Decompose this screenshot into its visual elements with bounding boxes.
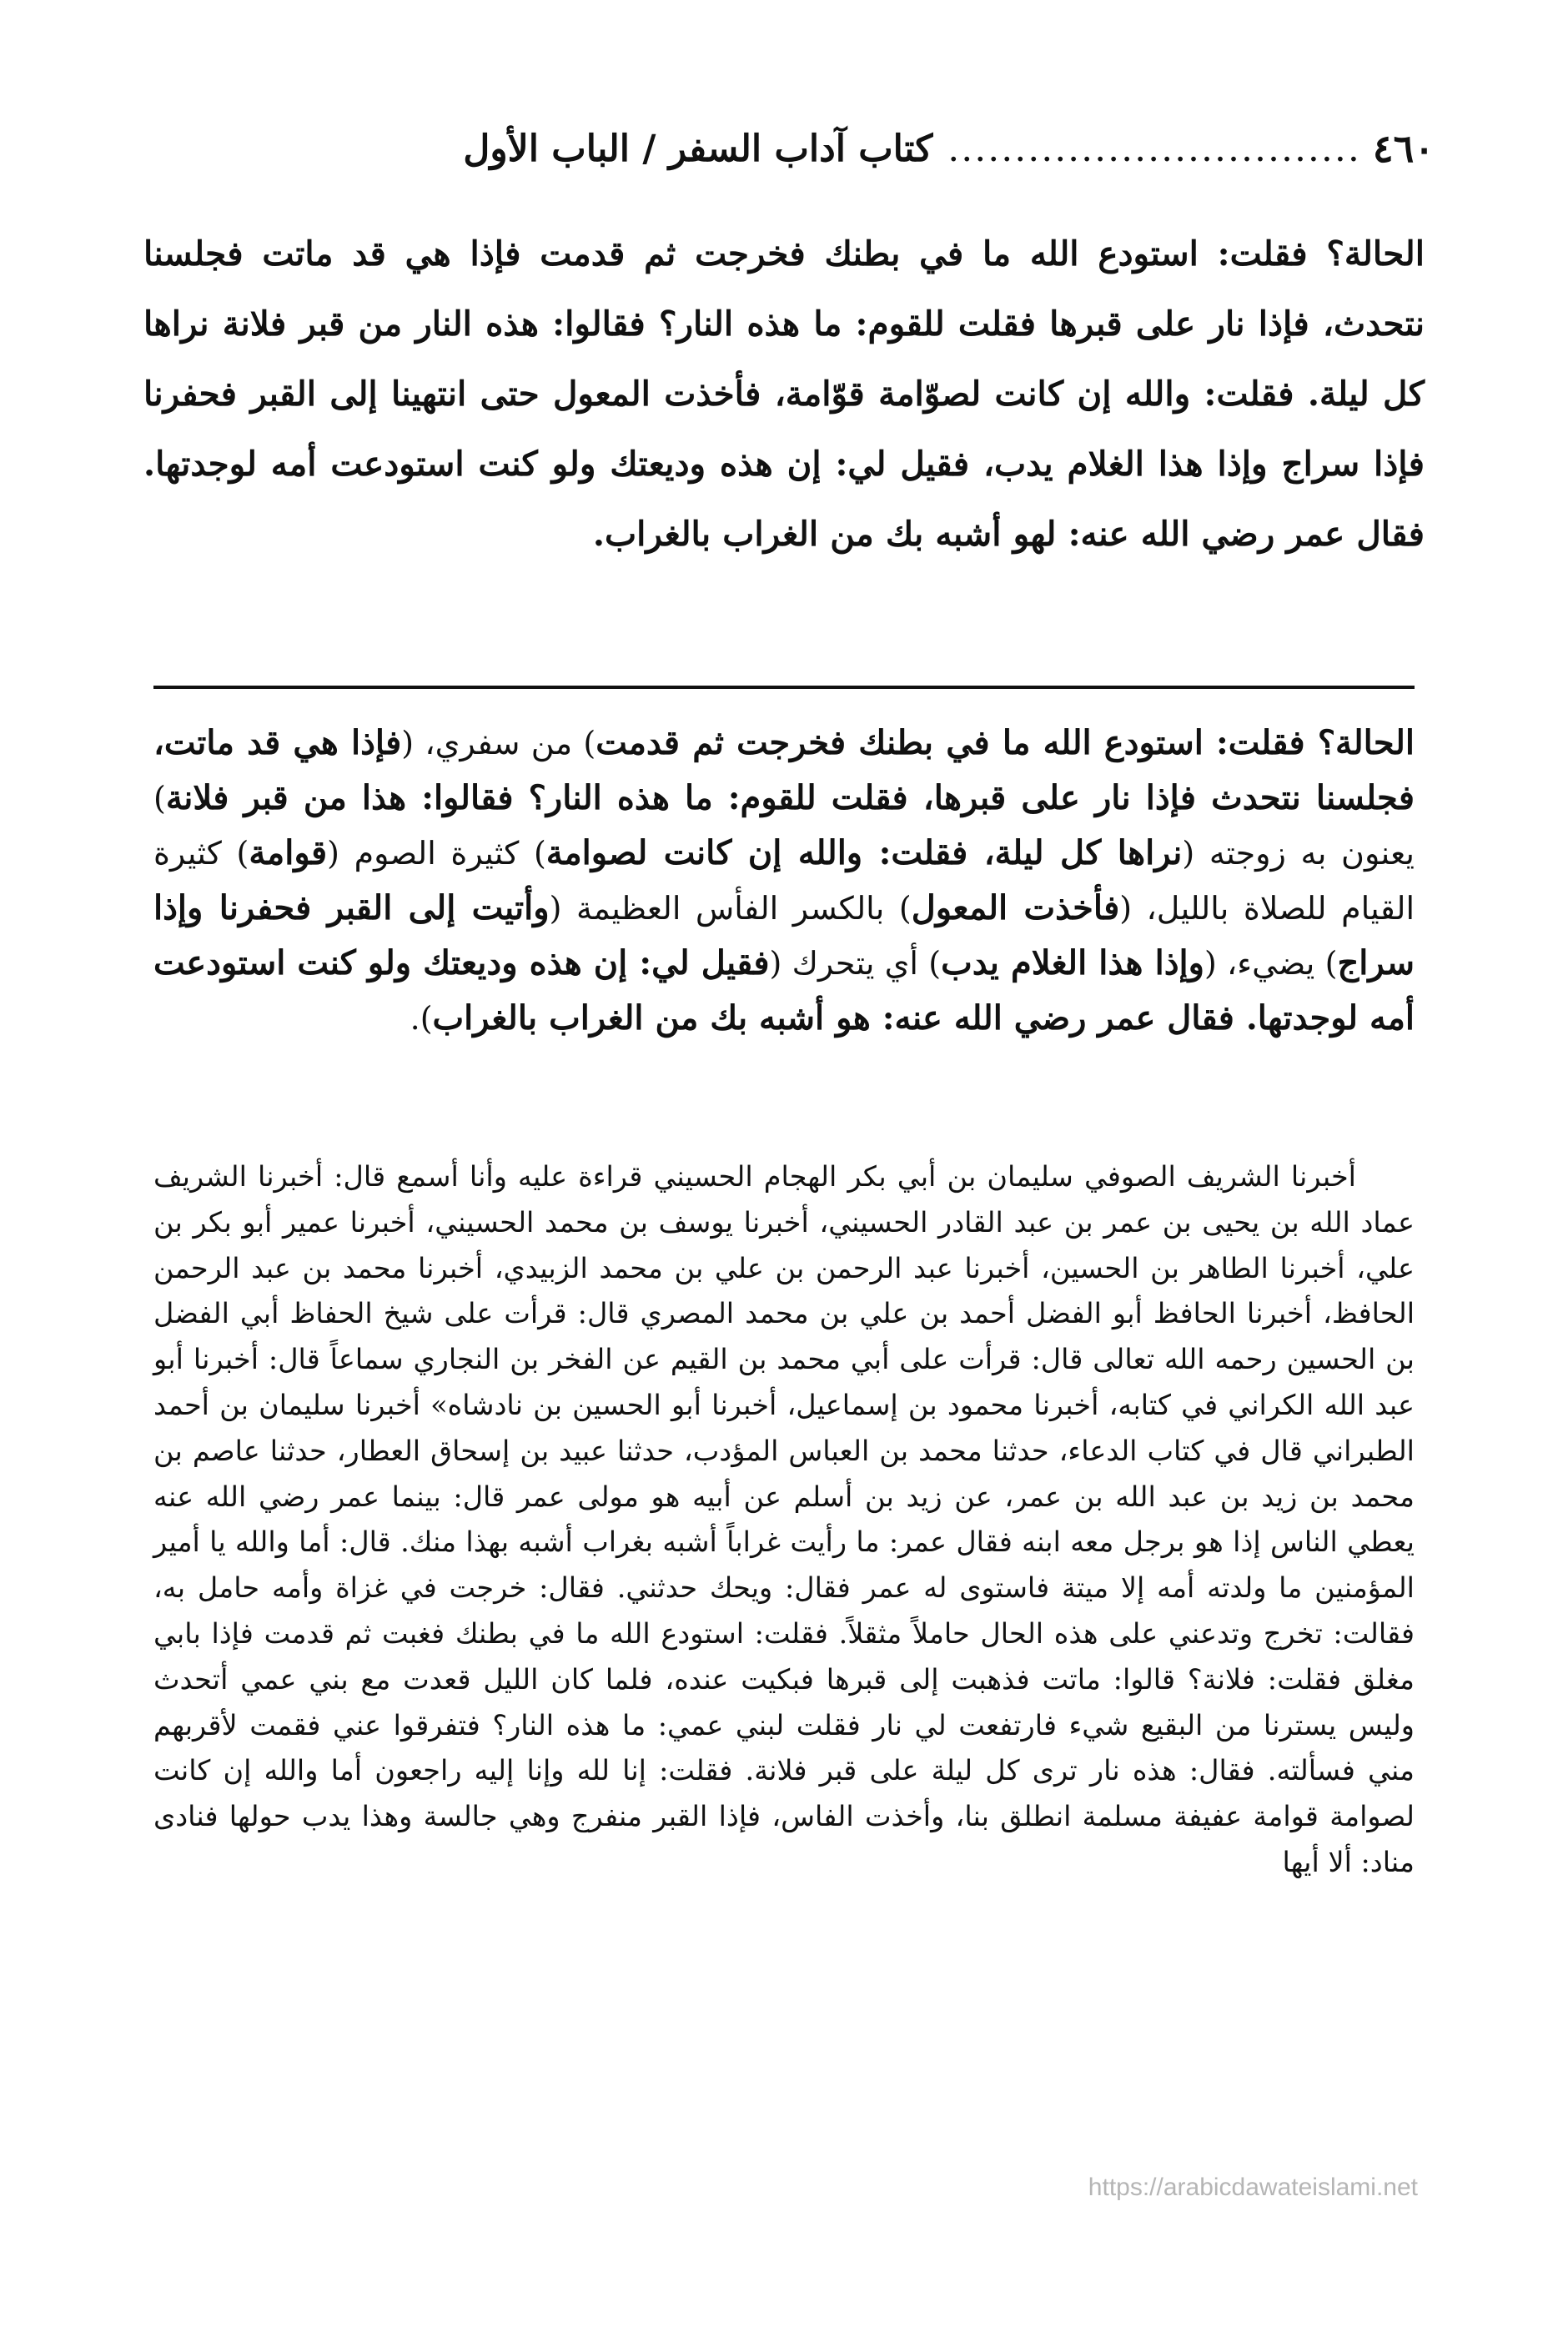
header-leader-dots: ............................... [947, 127, 1361, 170]
quoted-text: وأتيت إلى القبر فحفرنا وإذا سراج [153, 888, 1415, 983]
commentary-note: ) كثيرة الصوم ( [327, 835, 546, 872]
commentary-note: ) يضيء، ( [1204, 945, 1338, 982]
quoted-text: فقيل لي: إن هذه وديعتك ولو كنت استودعت أمه لوجدتها. فقال عمر رضي الله عنه: هو أشبه بك من الغراب بالغراب [153, 943, 1415, 1038]
running-header [133, 115, 1435, 182]
page-number: ٤٦٠ [1372, 126, 1435, 171]
commentary-note: ) بالكسر الفأس العظيمة ( [549, 890, 912, 927]
quoted-text: فأخذت المعول [911, 888, 1120, 927]
commentary-note: ) يعنون به زوجته ( [153, 780, 1415, 872]
isnad-paragraph: أخبرنا الشريف الصوفي سليمان بن أبي بكر الهجام الحسيني قراءة عليه وأنا أسمع قال: أخبرنا الشريف عماد الله بن يحيى بن عمر بن عبد القادر الحسيني، أخبرنا يوسف بن محمد الحسيني، أخبرنا عمير أبو بكر بن علي، أخبرنا الطاهر بن الحسين، أخبرنا عبد الرحمن بن علي بن محمد الزبيدي، أخبرنا محمد بن عبد الرحمن الحافظ، أخبرنا الحافظ أبو الفضل أحمد بن علي بن محمد المصري قال: قرأت على شيخ الحفاظ أبي الفضل بن الحسين رحمه الله تعالى قال: قرأت على أبي محمد بن القيم عن الفخر بن النجاري سماعاً قال: أخبرنا أبو عبد الله الكراني في كتابه، أخبرنا محمود بن إسماعيل، أخبرنا أبو الحسين بن نادشاه» أخبرنا سليمان بن أحمد الطبراني قال في كتاب الدعاء، حدثنا محمد بن العباس المؤدب، حدثنا عبيد بن إسحاق العطار، حدثنا عاصم بن محمد بن زيد بن عبد الله بن عمر، عن زيد بن أسلم عن أبيه هو مولى عمر قال: بينما عمر رضي الله عنه يعطي الناس إذا هو برجل معه ابنه فقال عمر: ما رأيت غراباً أشبه بغراب أشبه بهذا منك. قال: أما والله يا أمير المؤمنين ما ولدته أمه إلا ميتة فاستوى له عمر فقال: ويحك حدثني. فقال: خرجت في غزاة وأمه حامل به، فقالت: تخرج وتدعني على هذه الحال حاملاً مثقلاً. فقلت: استودع الله ما في بطنك فغبت ثم قدمت فإذا بابي مغلق فقلت: فلانة؟ قالوا: ماتت فذهبت إلى قبرها فبكيت عنده، فلما كان الليل قعدت مع بني عمي أتحدث وليس يسترنا من البقيع شيء فارتفعت لي نار فقلت لبني عمي: ما هذه النار؟ فتفرقوا عني فقمت لأقربهم مني فسألته. فقال: هذه نار ترى كل ليلة على قبر فلانة. فقلت: إنا لله وإنا إليه راجعون أما والله إن كانت لصوامة قوامة عفيفة مسلمة انطلق بنا، وأخذت الفاس، فإذا القبر منفرج وهي جالسة وهذا يدب حولها فنادى مناد: ألا أيها [153, 1160, 1415, 1878]
commentary-text [153, 716, 1415, 1046]
quoted-text: وإذا هذا الغلام يدب [941, 943, 1204, 983]
running-title: كتاب آداب السفر / الباب الأول [463, 127, 933, 170]
quoted-text: قوامة [249, 833, 328, 872]
quoted-text: الحالة؟ فقلت: استودع الله ما في بطنك فخرجت ثم قدمت [596, 723, 1415, 762]
commentary-note: ). [410, 1000, 433, 1037]
commentary-note: ) كثيرة القيام للصلاة بالليل، ( [153, 835, 1415, 927]
commentary-note: ) أي يتحرك ( [769, 945, 942, 982]
section-divider [153, 686, 1415, 689]
watermark-url: https://arabicdawateislami.net [1088, 2174, 1418, 2201]
quoted-text: فإذا هي قد ماتت، فجلسنا نتحدث فإذا نار على قبرها، فقلت للقوم: ما هذه النار؟ فقالوا: هذا من قبر فلانة [153, 723, 1415, 817]
quoted-text: نراها كل ليلة، فقلت: والله إن كانت لصوامة [545, 833, 1183, 872]
commentary-note: ) من سفري، ( [401, 725, 596, 761]
main-text: الحالة؟ فقلت: استودع الله ما في بطنك فخرجت ثم قدمت فإذا هي قد ماتت فجلسنا نتحدث، فإذا نار على قبرها فقلت للقوم: ما هذه النار؟ فقالوا: هذه النار من قبر فلانة نراها كل ليلة. فقلت: والله إن كانت لصوّامة قوّامة، فأخذت المعول حتى انتهينا إلى القبر فحفرنا فإذا سراج وإذا هذا الغلام يدب، فقيل لي: إن هذه وديعتك ولو كنت استودعت أمه لوجدتها. فقال عمر رضي الله عنه: لهو أشبه بك من الغراب بالغراب. [143, 234, 1425, 554]
